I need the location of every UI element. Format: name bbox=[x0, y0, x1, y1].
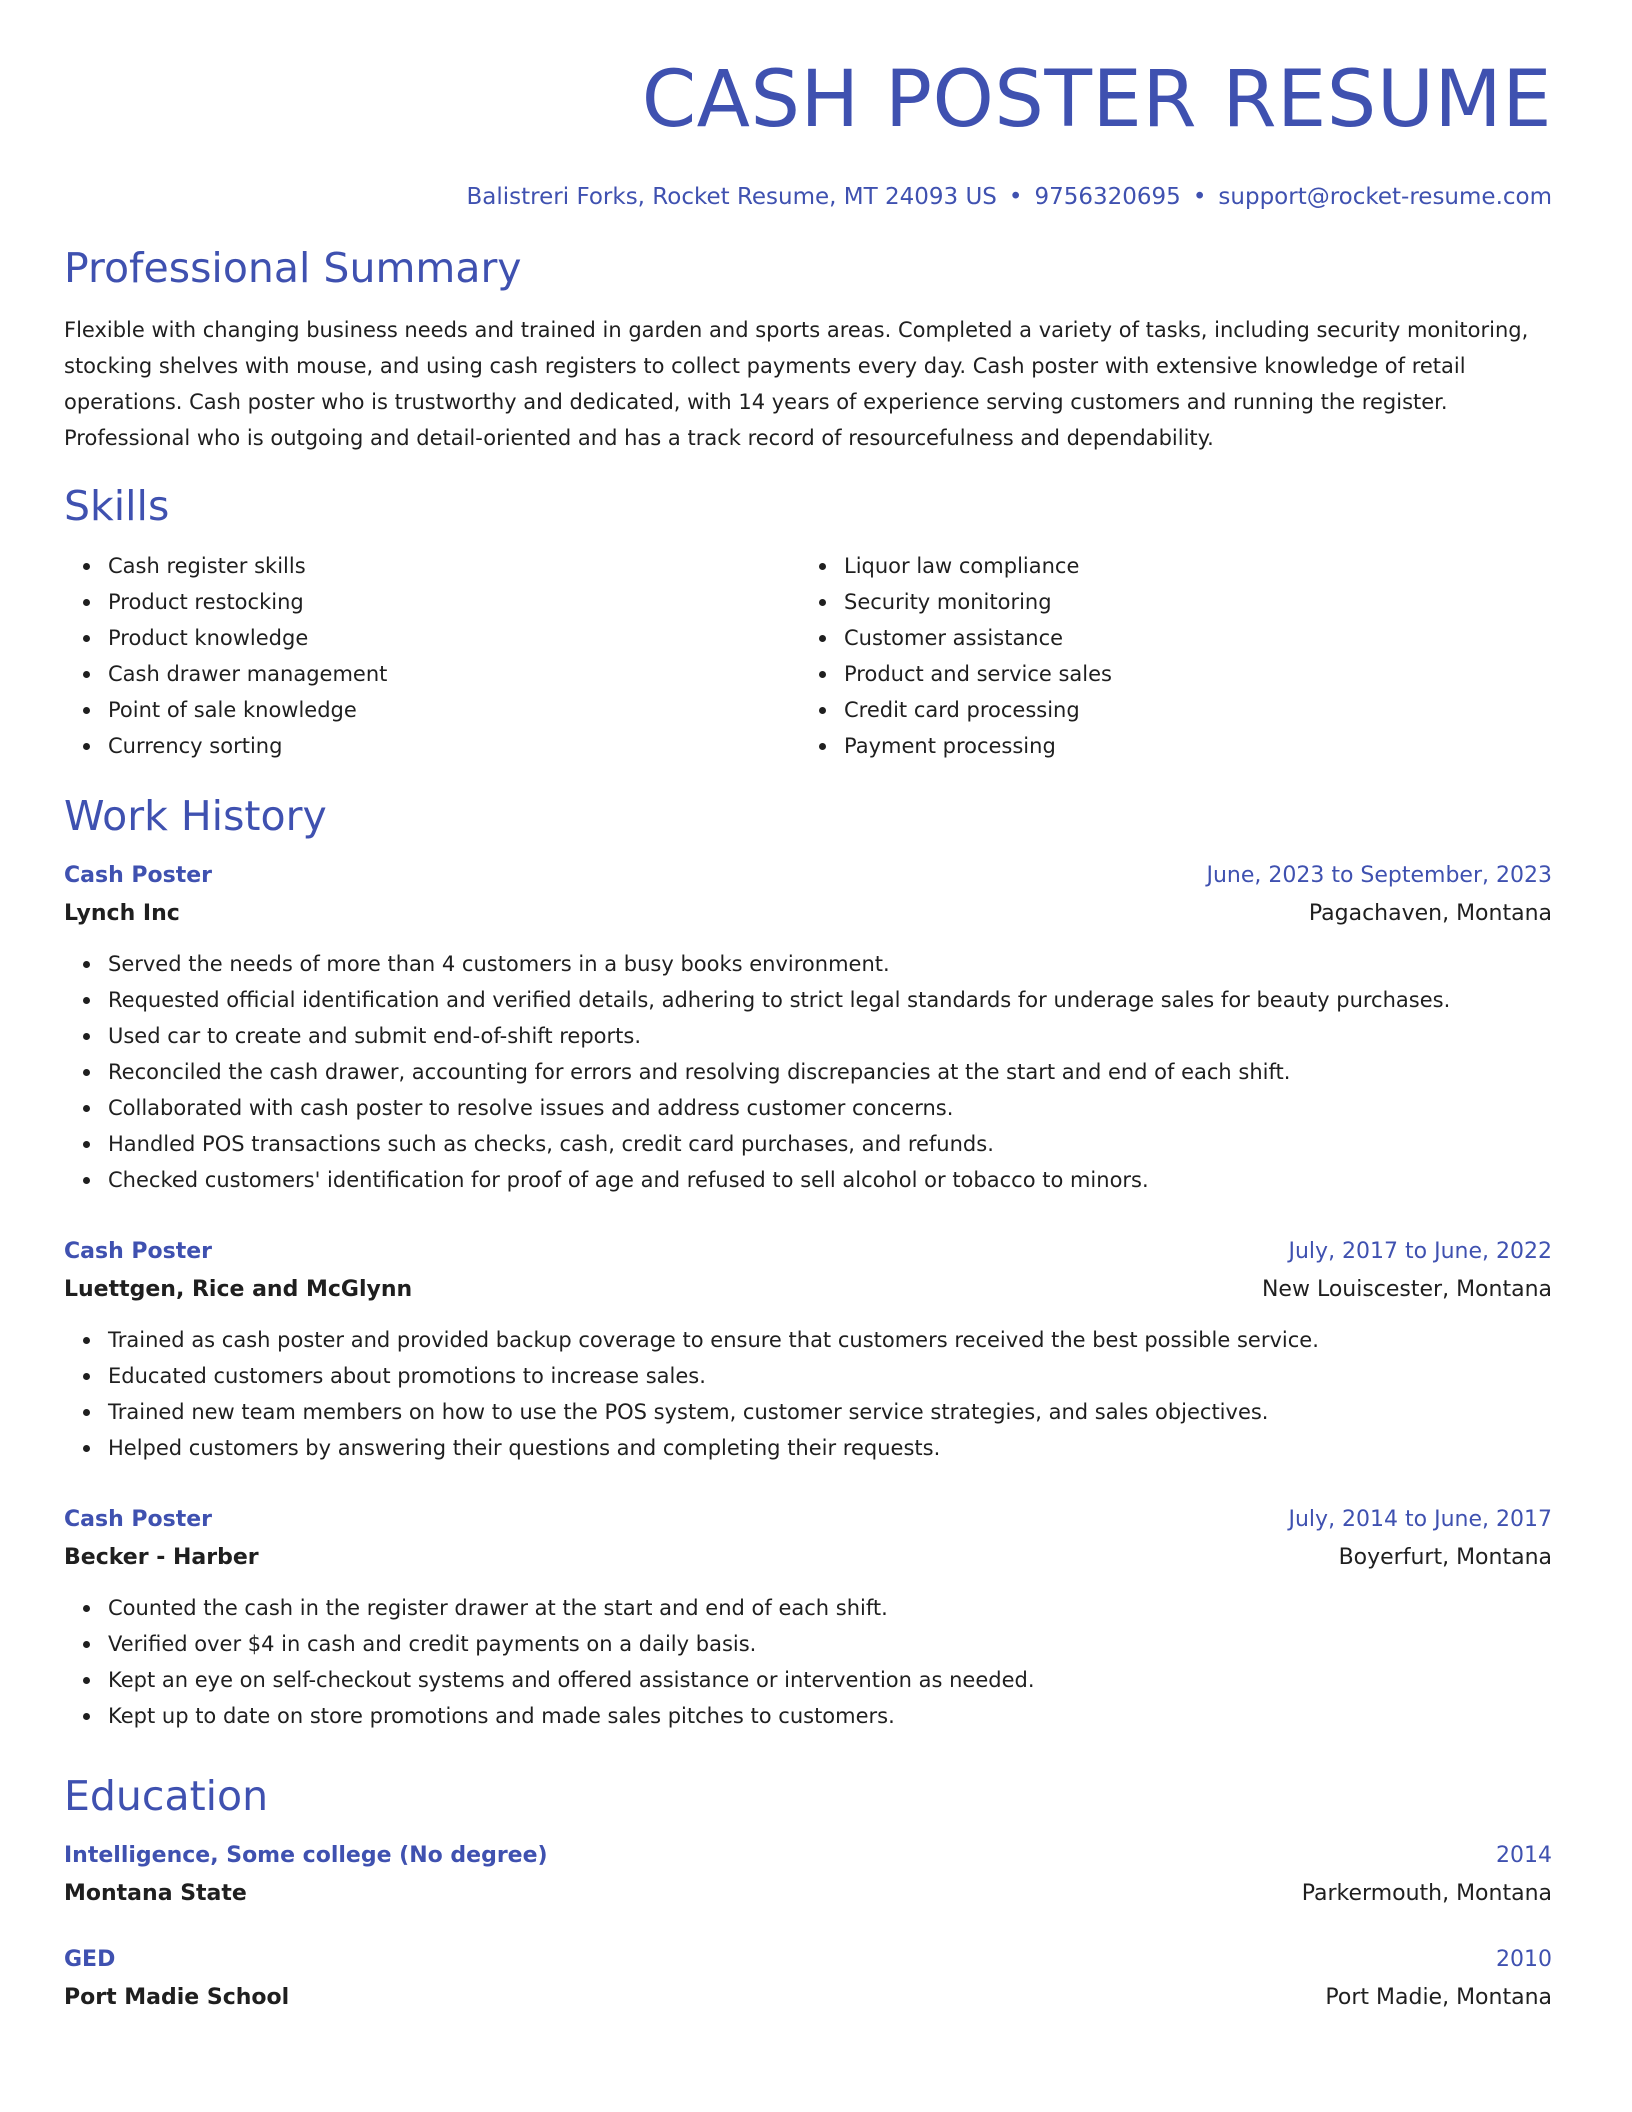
education-degree: GED bbox=[64, 1947, 116, 1972]
duty-item: Trained as cash poster and provided backup coverage to ensure that customers received the best possible service. bbox=[108, 1322, 1552, 1358]
skill-item: Cash register skills bbox=[108, 548, 798, 584]
job-duties bbox=[64, 946, 1552, 1198]
job-title: Cash Poster bbox=[64, 1507, 213, 1532]
summary-text: Flexible with changing business needs and trained in garden and sports areas. Completed a variety of tasks, including security monitoring, stocking shelves with mouse, and using cash registers to collect payments every day. Cash poster with extensive knowledge of retail operations. Cash poster who is trustworthy and dedicated, with 14 years of experience serving customers and running the register. Professional who is outgoing and detail-oriented and has a track record of resourcefulness and dependability. bbox=[64, 318, 1529, 450]
education-school: Montana State bbox=[64, 1881, 247, 1906]
duty-item: Reconciled the cash drawer, accounting for errors and resolving discrepancies at the start and end of each shift. bbox=[108, 1054, 1552, 1090]
job-company-row bbox=[64, 1538, 1552, 1578]
contact-separator: • bbox=[1008, 184, 1023, 210]
job-company: Lynch Inc bbox=[64, 901, 180, 926]
job-company: Becker - Harber bbox=[64, 1545, 259, 1570]
resume-page bbox=[64, 50, 1552, 2018]
skill-item: Currency sorting bbox=[108, 728, 798, 764]
duty-item: Requested official identification and verified details, adhering to strict legal standards for underage sales for beauty purchases. bbox=[108, 982, 1552, 1018]
job-title-row bbox=[64, 1502, 1552, 1538]
education-school: Port Madie School bbox=[64, 1985, 290, 2010]
skill-item: Liquor law compliance bbox=[844, 548, 1534, 584]
contact-phone: 9756320695 bbox=[1034, 184, 1181, 210]
duty-item: Counted the cash in the register drawer at the start and end of each shift. bbox=[108, 1590, 1552, 1626]
education-school-row bbox=[64, 1874, 1552, 1914]
job-entry bbox=[64, 1234, 1552, 1466]
skill-item: Customer assistance bbox=[844, 620, 1534, 656]
skill-item: Product and service sales bbox=[844, 656, 1534, 692]
job-entry bbox=[64, 858, 1552, 1198]
skills-column-left bbox=[64, 548, 798, 764]
work-history-heading: Work History bbox=[64, 792, 327, 840]
job-title-row bbox=[64, 858, 1552, 894]
education-location: Parkermouth, Montana bbox=[1301, 1881, 1552, 1906]
education-degree: Intelligence, Some college (No degree) bbox=[64, 1843, 548, 1868]
duty-item: Verified over $4 in cash and credit payments on a daily basis. bbox=[108, 1626, 1552, 1662]
duty-item: Served the needs of more than 4 customers in a busy books environment. bbox=[108, 946, 1552, 982]
skills-column-right bbox=[798, 548, 1534, 764]
job-location: New Louiscester, Montana bbox=[1261, 1277, 1552, 1302]
duty-item: Kept an eye on self-checkout systems and offered assistance or intervention as needed. bbox=[108, 1662, 1552, 1698]
job-duties bbox=[64, 1322, 1552, 1466]
duty-item: Handled POS transactions such as checks, cash, credit card purchases, and refunds. bbox=[108, 1126, 1552, 1162]
job-company-row bbox=[64, 894, 1552, 934]
duty-item: Helped customers by answering their questions and completing their requests. bbox=[108, 1430, 1552, 1466]
job-dates: June, 2023 to September, 2023 bbox=[1206, 863, 1552, 888]
job-location: Pagachaven, Montana bbox=[1308, 901, 1552, 926]
job-dates: July, 2017 to June, 2022 bbox=[1288, 1239, 1552, 1264]
skills-list bbox=[64, 548, 1552, 764]
skill-item: Point of sale knowledge bbox=[108, 692, 798, 728]
education-location: Port Madie, Montana bbox=[1325, 1985, 1552, 2010]
skills-heading: Skills bbox=[64, 482, 170, 530]
education-degree-row bbox=[64, 1838, 1552, 1874]
duty-item: Checked customers' identification for proof of age and refused to sell alcohol or tobacco to minors. bbox=[108, 1162, 1552, 1198]
skill-item: Cash drawer management bbox=[108, 656, 798, 692]
education-year: 2014 bbox=[1496, 1843, 1552, 1868]
education-degree-row bbox=[64, 1942, 1552, 1978]
duty-item: Kept up to date on store promotions and made sales pitches to customers. bbox=[108, 1698, 1552, 1734]
education-school-row bbox=[64, 1978, 1552, 2018]
job-title: Cash Poster bbox=[64, 1239, 213, 1264]
job-location: Boyerfurt, Montana bbox=[1338, 1545, 1552, 1570]
job-title: Cash Poster bbox=[64, 863, 213, 888]
duty-item: Educated customers about promotions to increase sales. bbox=[108, 1358, 1552, 1394]
skill-item: Security monitoring bbox=[844, 584, 1534, 620]
job-dates: July, 2014 to June, 2017 bbox=[1288, 1507, 1552, 1532]
summary-heading: Professional Summary bbox=[64, 244, 522, 292]
job-company: Luettgen, Rice and McGlynn bbox=[64, 1277, 413, 1302]
skill-item: Product knowledge bbox=[108, 620, 798, 656]
job-title-row bbox=[64, 1234, 1552, 1270]
education-year: 2010 bbox=[1496, 1947, 1552, 1972]
contact-line bbox=[64, 180, 1552, 214]
skill-item: Product restocking bbox=[108, 584, 798, 620]
duty-item: Collaborated with cash poster to resolve issues and address customer concerns. bbox=[108, 1090, 1552, 1126]
skill-item: Payment processing bbox=[844, 728, 1534, 764]
duty-item: Used car to create and submit end-of-shift reports. bbox=[108, 1018, 1552, 1054]
job-company-row bbox=[64, 1270, 1552, 1310]
job-entry bbox=[64, 1502, 1552, 1734]
contact-separator: • bbox=[1192, 184, 1207, 210]
education-heading: Education bbox=[64, 1772, 269, 1820]
education-entry bbox=[64, 1942, 1552, 2018]
duty-item: Trained new team members on how to use the POS system, customer service strategies, and sales objectives. bbox=[108, 1394, 1552, 1430]
skill-item: Credit card processing bbox=[844, 692, 1534, 728]
job-duties bbox=[64, 1590, 1552, 1734]
education-entry bbox=[64, 1838, 1552, 1914]
resume-title: CASH POSTER RESUME bbox=[641, 55, 1552, 145]
contact-address: Balistreri Forks, Rocket Resume, MT 24093 US bbox=[466, 184, 997, 210]
contact-email[interactable]: support@rocket-resume.com bbox=[1218, 184, 1552, 210]
